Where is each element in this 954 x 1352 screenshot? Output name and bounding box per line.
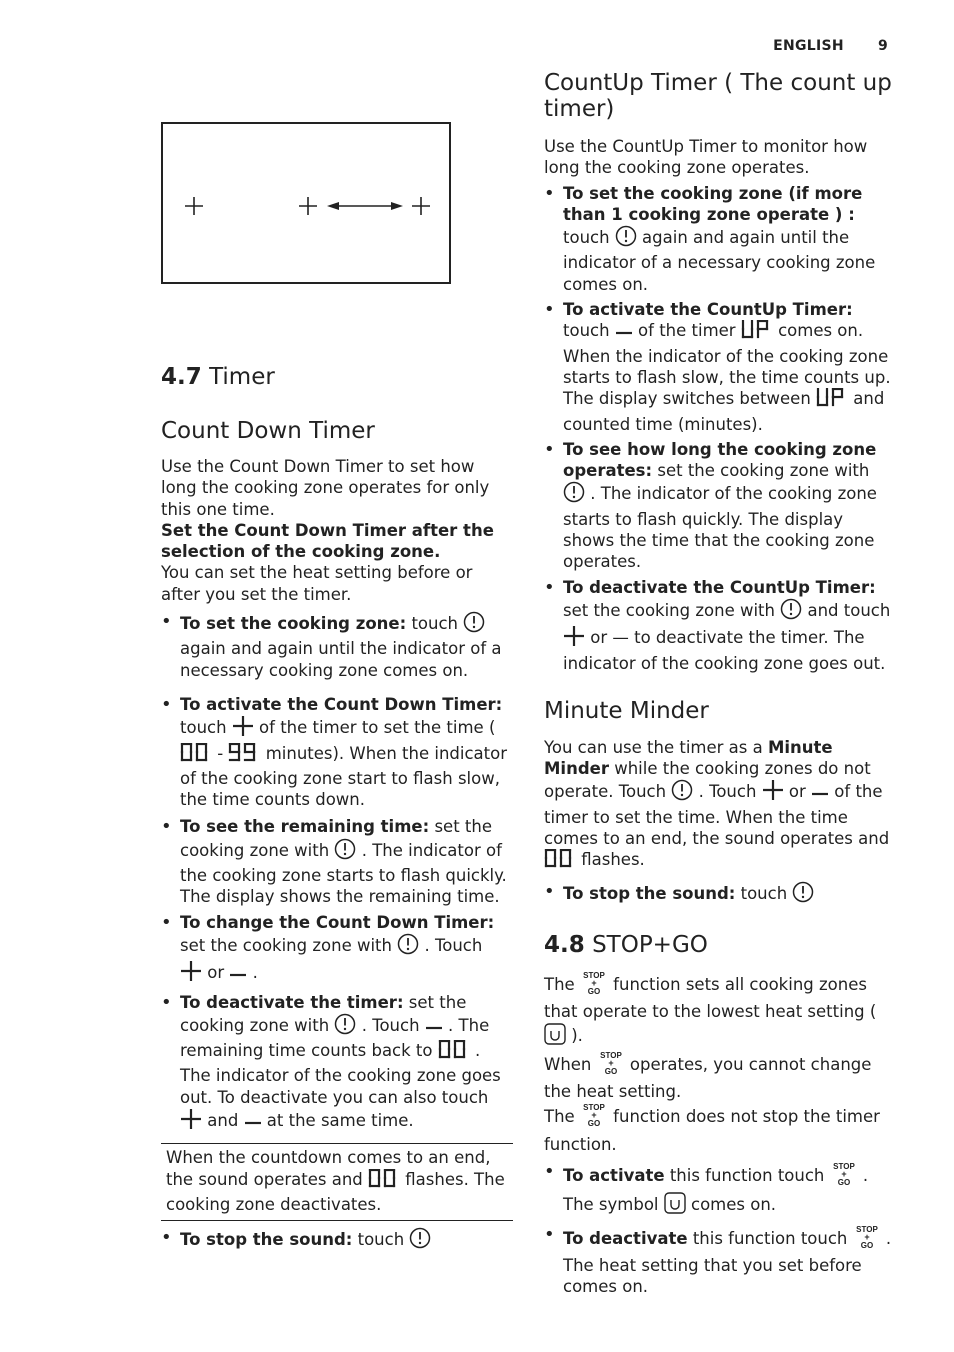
lowest-heat-icon [664, 1192, 686, 1219]
svg-text:STOP: STOP [855, 1224, 878, 1234]
svg-text:GO: GO [587, 1119, 601, 1129]
stopgo-text-1: The STOP + GO function sets all cooking zones that operate to the lowest heat setting ( ). [544, 970, 896, 1050]
svg-text:GO: GO [837, 1177, 850, 1187]
svg-text:+: + [608, 1057, 614, 1068]
minute-stop-list [544, 881, 896, 908]
list-item: • To deactivate this function touch STOP + GO . The heat setting that you set before comes on. [544, 1224, 896, 1298]
list-item: • To activate the Count Down Timer: touch of the timer to set the time ( - minutes). When the indicator of the cooking zone start to flash slow, the time counts down. [161, 694, 513, 810]
svg-text:STOP: STOP [599, 1050, 622, 1060]
svg-text:+: + [840, 1168, 847, 1179]
section-heading-timer: 4.7 Timer [161, 364, 275, 390]
list-item: • To activate the CountUp Timer: touch of the timer comes on. When the indicator of the cooking zone starts to flash slow, the time counts up. The display switches between and counted time (minutes). [544, 299, 896, 435]
timer-icon [409, 1227, 431, 1254]
timer-diagram-graphic [163, 124, 453, 286]
countdown-intro2: You can set the heat setting before or after you set the timer. [161, 563, 473, 604]
display-99-icon [228, 743, 260, 768]
countdown-intro: Use the Count Down Timer to set how long the cooking zone operates for only this one time. [161, 457, 490, 519]
display-00-icon [544, 849, 576, 874]
stopgo-list [544, 1161, 896, 1297]
page-number: 9 [877, 38, 888, 54]
countdown-intro-bold: Set the Count Down Timer after the selection of the cooking zone. [161, 520, 494, 562]
list-item: • To see the remaining time: set the cooking zone with . The indicator of the cooking zone starts to flash quickly. The display shows the remaining time. [161, 816, 513, 907]
stopgo-icon [580, 970, 608, 1001]
timer-icon [780, 598, 802, 625]
minute-minder-text: You can use the timer as a Minute Minder while the cooking zones do not operate. Touch . Touch or of the timer to set the time. When the time comes to an end, the sound operates and flashes. [544, 737, 896, 875]
svg-text:+: + [591, 977, 597, 988]
minute-minder-heading: Minute Minder [544, 697, 709, 724]
language-label: ENGLISH [773, 38, 844, 54]
page-header [739, 38, 888, 54]
display-up-icon [816, 388, 848, 413]
minus-icon [811, 785, 829, 806]
list-item: • To stop the sound: touch [544, 881, 896, 908]
timer-icon [563, 481, 585, 508]
timer-icon [334, 1013, 356, 1040]
svg-text:+: + [863, 1231, 870, 1242]
svg-text:STOP: STOP [832, 1161, 855, 1171]
list-item: • To set the cooking zone: touch again and again until the indicator of a necessary cooking zone comes on. [161, 611, 513, 681]
list-item: • To set the cooking zone (if more than 1 cooking zone operate ) : touch again and again until the indicator of a necessary cooking zone comes on. [544, 183, 896, 295]
stopgo-icon [597, 1050, 625, 1081]
countdown-heading: Count Down Timer [161, 418, 375, 444]
minus-icon [229, 966, 247, 987]
list-item: • To activate this function touch STOP + GO . The symbol comes on. [544, 1161, 896, 1220]
svg-text:+: + [591, 1110, 597, 1121]
svg-text:GO: GO [587, 986, 601, 996]
svg-text:GO: GO [860, 1240, 873, 1250]
note-box: When the countdown comes to an end, the sound operates and flashes. The cooking zone deactivates. [161, 1143, 513, 1221]
timer-icon [792, 881, 814, 908]
timer-icon [615, 225, 637, 252]
stopgo-icon [830, 1161, 858, 1192]
stopgo-icon [580, 1102, 608, 1133]
display-00-icon [438, 1040, 470, 1065]
minus-icon [244, 1114, 262, 1135]
list-item: • To deactivate the timer: set the cooking zone with . Touch . The remaining time counts back to . The indicator of the cooking zone goes out. To deactivate you can also touch and at the same time. [161, 992, 513, 1136]
timer-icon [397, 933, 419, 960]
display-00-icon [368, 1169, 400, 1194]
display-00-icon [180, 743, 212, 768]
stopgo-text-3: The STOP + GO function does not stop the timer function. [544, 1103, 880, 1154]
countup-intro: Use the CountUp Timer to monitor how long the cooking zone operates. [544, 137, 868, 178]
plus-icon [563, 625, 585, 652]
stopgo-text-2: When STOP + GO operates, you cannot change the heat setting. [544, 1050, 872, 1102]
display-up-icon [741, 320, 773, 345]
right-column [544, 70, 896, 1297]
minus-icon [425, 1019, 443, 1040]
minus-icon [615, 324, 633, 345]
list-item: • To change the Count Down Timer: set the cooking zone with . Touch or . [161, 912, 513, 988]
svg-text:GO: GO [604, 1066, 617, 1076]
list-item: • To deactivate the CountUp Timer: set the cooking zone with and touch or — to deactivate the timer. The indicator of the cooking zone goes out. [544, 577, 896, 674]
lowest-heat-icon [544, 1023, 566, 1050]
stop-sound-list [161, 1227, 513, 1254]
svg-text:STOP: STOP [583, 970, 605, 980]
timer-diagram [161, 122, 451, 284]
countdown-list [161, 611, 513, 1135]
plus-icon [762, 779, 784, 806]
left-column [161, 122, 513, 1255]
plus-icon [180, 960, 202, 987]
list-item: • To stop the sound: touch [161, 1227, 513, 1254]
plus-icon [180, 1108, 202, 1135]
timer-icon [671, 779, 693, 806]
timer-icon [334, 838, 356, 865]
section-heading-stopgo: 4.8 STOP+GO [544, 931, 708, 958]
timer-icon [463, 611, 485, 638]
list-item: • To see how long the cooking zone operates: set the cooking zone with . The indicator of the cooking zone starts to flash quickly. The display shows the time that the cooking zone operates. [544, 439, 896, 573]
countup-heading: CountUp Timer ( The count up timer) [544, 70, 892, 122]
svg-text:STOP: STOP [583, 1103, 605, 1113]
plus-icon [232, 715, 254, 742]
countup-list [544, 183, 896, 674]
stopgo-icon [853, 1224, 881, 1255]
